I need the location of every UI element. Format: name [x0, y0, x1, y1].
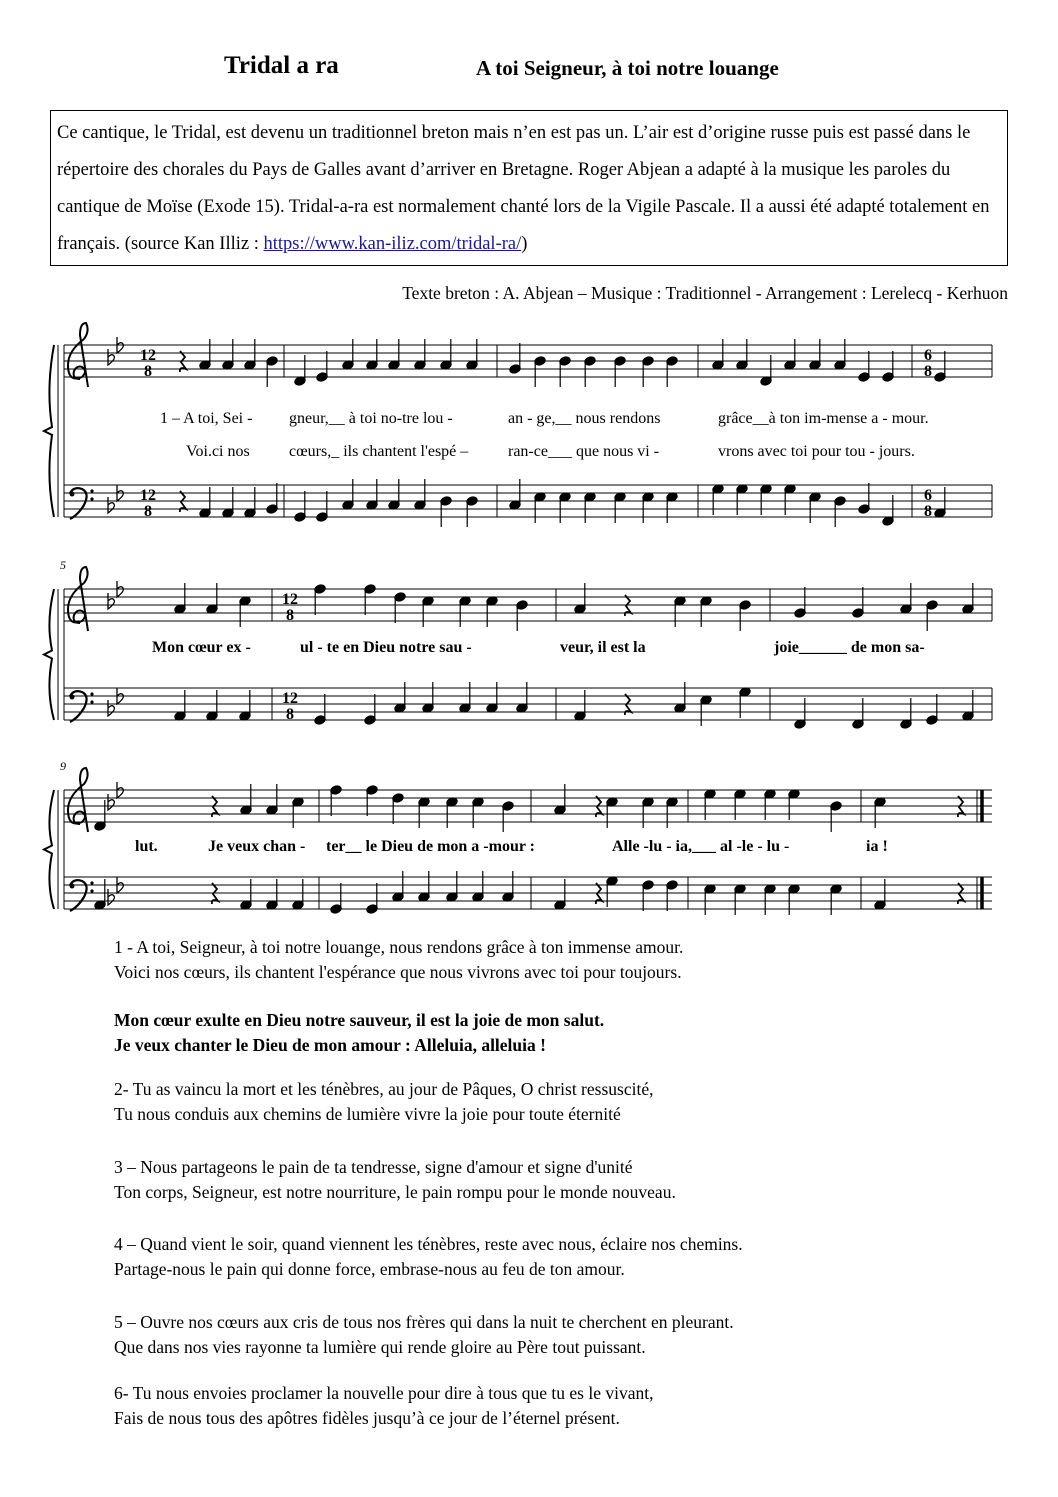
time-signature-treble-top: 6 [924, 347, 932, 364]
flat-icon [108, 700, 114, 716]
verse-2-line-1: 2- Tu as vaincu la mort et les ténèbres, au jour de Pâques, O christ ressuscité, [114, 1079, 654, 1099]
system-brace [44, 345, 54, 517]
verse-4-line-1: 4 – Quand vient le soir, quand viennent les ténèbres, reste avec nous, éclaire nos chemins. [114, 1234, 743, 1254]
verse-6 [114, 1381, 653, 1431]
verse-1-line-2: Voici nos cœurs, ils chantent l'espérance que nous vivrons avec toi pour toujours. [114, 962, 682, 982]
lyric-verse-1: gneur,__ à toi no-tre lou - [289, 410, 453, 427]
verse-1 [114, 935, 683, 985]
time-signature-bass-bottom: 8 [144, 503, 152, 520]
verse-5-line-2: Que dans nos vies rayonne ta lumière qui rende gloire au Père tout puissant. [114, 1337, 646, 1357]
system-brace [44, 589, 54, 720]
bass-clef-dot [90, 881, 93, 884]
verse-2-line-2: Tu nous conduis aux chemins de lumière vivre la joie pour toute éternité [114, 1104, 621, 1124]
flat-icon [108, 794, 114, 810]
verse-6-line-2: Fais de nous tous des apôtres fidèles jusqu’à ce jour de l’éternel présent. [114, 1408, 620, 1428]
verse-3 [114, 1155, 676, 1205]
lyric-refrain-a: joie______ de mon sa- [774, 639, 925, 656]
flat-icon [108, 889, 114, 905]
time-signature-treble-bottom: 8 [924, 363, 932, 380]
verse-2 [114, 1077, 653, 1127]
verse-3-line-1: 3 – Nous partageons le pain de ta tendresse, signe d'amour et signe d'unité [114, 1157, 633, 1177]
time-signature-bass-bottom: 8 [924, 503, 932, 520]
verse-4-line-2: Partage-nous le pain qui donne force, embrase-nous au feu de ton amour. [114, 1259, 625, 1279]
verse-4 [114, 1232, 743, 1282]
bass-clef-dot [90, 889, 93, 892]
time-signature-bass-top: 12 [140, 487, 156, 504]
verse-1-line-1: 1 - A toi, Seigneur, à toi notre louange, nous rendons grâce à ton immense amour. [114, 937, 684, 957]
refrain-line-2: Je veux chanter le Dieu de mon amour : Alleluia, alleluia ! [114, 1035, 546, 1055]
time-signature-bass-top: 6 [924, 487, 932, 504]
bass-clef-dot [70, 695, 75, 700]
time-signature-treble-bottom: 8 [144, 363, 152, 380]
lyric-refrain-a: veur, il est la [560, 639, 646, 656]
system-brace [44, 790, 54, 909]
verse-5 [114, 1310, 734, 1360]
time-signature-treble-top: 12 [140, 347, 156, 364]
lyric-refrain-b: lut. [135, 838, 158, 855]
source-link[interactable]: https://www.kan-iliz.com/tridal-ra/ [263, 234, 522, 254]
measure-number: 9 [60, 759, 66, 773]
verse-6-line-1: 6- Tu nous envoies proclamer la nouvelle pour dire à tous que tu es le vivant, [114, 1383, 654, 1403]
time-signature-treble-top: 12 [282, 591, 298, 608]
flat-icon [108, 593, 114, 609]
title-breton: Tridal a ra [224, 52, 339, 79]
lyric-refrain-b: ia ! [866, 838, 888, 855]
lyric-verse-1: an - ge,__ nous rendons [508, 410, 661, 427]
lyric-verse-2: Voi.ci nos [186, 443, 250, 460]
verse-5-line-1: 5 – Ouvre nos cœurs aux cris de tous nos frères qui dans la nuit te cherchent en pleurant. [114, 1312, 734, 1332]
time-signature-bass-bottom: 8 [286, 706, 294, 723]
lyric-verse-1: grâce__à ton im-mense a - mour. [718, 410, 929, 427]
lyric-verse-2: vrons avec toi pour tou - jours. [718, 443, 915, 460]
lyric-refrain-b: Je veux chan - [208, 838, 306, 855]
bass-clef-dot [70, 884, 75, 889]
lyric-refrain-b: Alle -lu - ia,___ al -le - lu - [612, 838, 790, 855]
credits: Texte breton : A. Abjean – Musique : Traditionnel - Arrangement : Lerelecq - Kerhuon [402, 283, 1008, 303]
flat-icon [108, 349, 114, 365]
refrain [114, 1008, 604, 1058]
time-signature-treble-bottom: 8 [286, 607, 294, 624]
intro-closing: ) [521, 234, 528, 254]
lyric-refrain-b: ter__ le Dieu de mon a -mour : [326, 838, 535, 855]
bass-clef-dot [90, 489, 93, 492]
intro-text: Ce cantique, le Tridal, est devenu un traditionnel breton mais n’en est pas un. L’air est d’origine russe puis est passé dans le répertoire des chorales du Pays de Galles avant d’arriver en Bretagne. Roger Abjean a adapté à la musique les paroles du cantique de Moïse (Exode 15). Tridal-a-ra est normalement chanté lors de la Vigile Pascale. Il a aussi été adapté totalement en français. (source Kan Illiz : [57, 123, 990, 254]
bass-clef-dot [90, 692, 93, 695]
verse-3-line-2: Ton corps, Seigneur, est notre nourriture, le pain rompu pour le monde nouveau. [114, 1182, 676, 1202]
lyric-verse-2: cœurs,_ ils chantent l'espé – [289, 443, 469, 460]
bass-clef-dot [70, 492, 75, 497]
refrain-line-1: Mon cœur exulte en Dieu notre sauveur, il est la joie de mon salut. [114, 1010, 605, 1030]
bass-clef-dot [90, 700, 93, 703]
lyric-verse-2: ran-ce___ que nous vi - [508, 443, 660, 460]
flat-icon [108, 497, 114, 513]
bass-clef-dot [90, 497, 93, 500]
title-french: A toi Seigneur, à toi notre louange [476, 56, 779, 80]
lyric-refrain-a: ul - te en Dieu notre sau - [300, 639, 472, 656]
lyric-refrain-a: Mon cœur ex - [152, 639, 251, 656]
time-signature-bass-top: 12 [282, 690, 298, 707]
lyric-verse-1: 1 – A toi, Sei - [160, 410, 253, 427]
measure-number: 5 [60, 558, 66, 572]
